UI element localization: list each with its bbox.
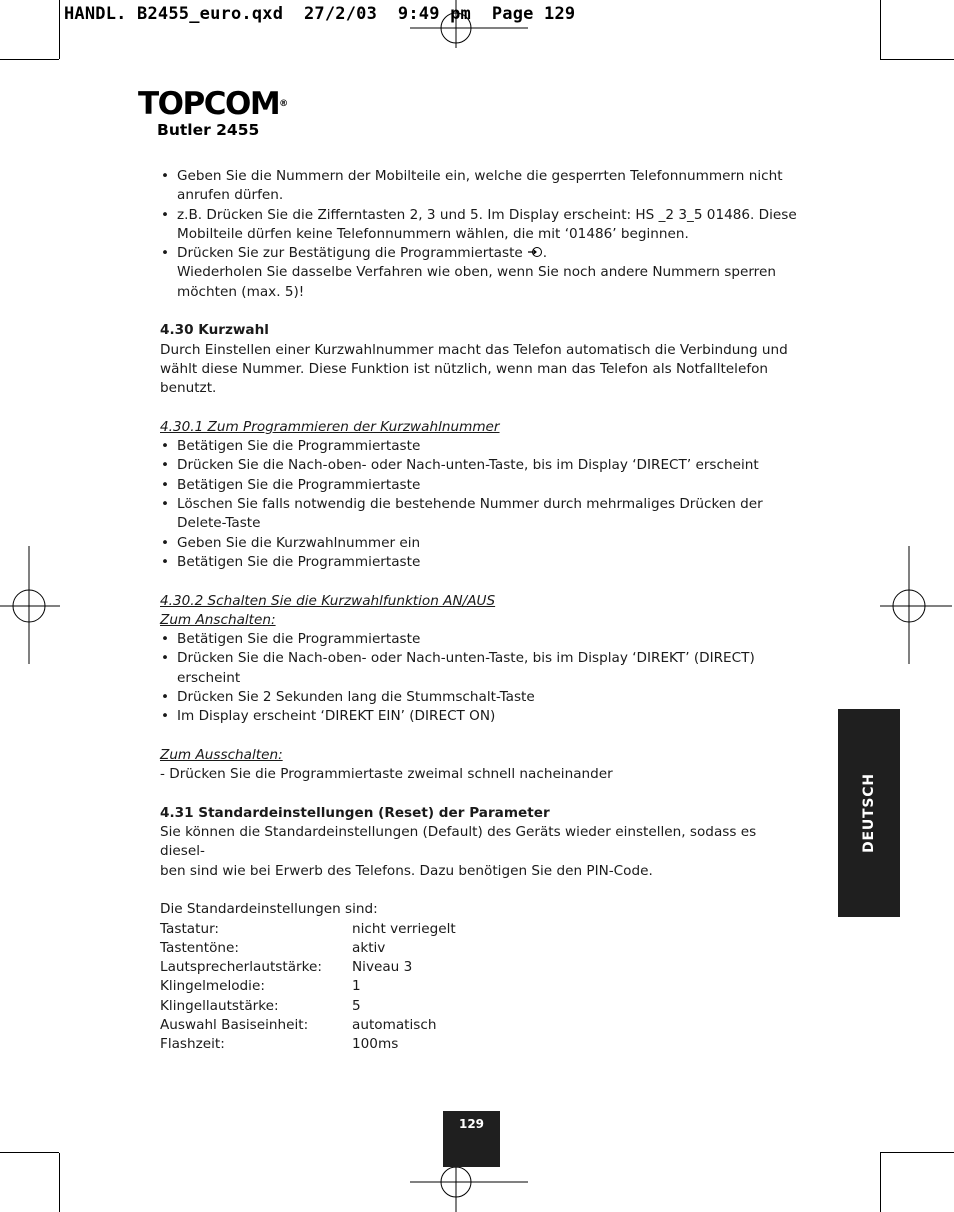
defaults-table — [160, 920, 800, 1055]
defaults-key: Flashzeit: — [160, 1036, 225, 1053]
crop-mark — [880, 0, 881, 59]
print-slug-line: HANDL. B2455_euro.qxd 27/2/03 9:49 pm Page 129 — [64, 4, 576, 24]
list-item: • Geben Sie die Nummern der Mobilteile ein, welche die gesperrten Telefonnummern nicht anrufen dürfen. — [160, 167, 800, 206]
crop-mark — [59, 0, 60, 59]
defaults-value: aktiv — [352, 939, 386, 956]
defaults-key: Klingelmelodie: — [160, 978, 265, 995]
defaults-key: Tastentöne: — [160, 939, 239, 956]
crop-mark — [880, 1153, 881, 1212]
language-label: DEUTSCH — [861, 773, 877, 853]
crop-mark — [59, 1153, 60, 1212]
turn-on-heading: Zum Anschalten: — [160, 611, 276, 628]
page-number: 129 — [458, 1117, 485, 1131]
list-item: • Im Display erscheint ‘DIREKT EIN’ (DIRECT ON) — [160, 707, 800, 726]
body-line: ben sind wie bei Erwerb des Telefons. Dazu benötigen Sie den PIN-Code. — [160, 862, 653, 879]
main-content — [160, 167, 800, 1055]
list-item: • Betätigen Sie die Programmiertaste — [160, 630, 800, 649]
program-key-icon — [527, 246, 543, 258]
crop-mark — [880, 1152, 954, 1153]
registration-mark-bottom — [410, 1160, 530, 1212]
defaults-value: nicht verriegelt — [352, 920, 456, 937]
list-item — [160, 244, 800, 302]
turn-off-heading: Zum Ausschalten: — [160, 746, 283, 763]
list-item-text: Drücken Sie zur Bestätigung die Programmiertaste — [177, 245, 523, 262]
subsection-heading-4-30-2: 4.30.2 Schalten Sie die Kurzwahlfunktion AN/AUS — [160, 592, 496, 609]
registration-mark-left — [0, 546, 62, 666]
defaults-intro: Die Standardeinstellungen sind: — [160, 901, 378, 918]
registration-mark-top — [410, 0, 530, 50]
defaults-value: 5 — [352, 997, 361, 1014]
crop-mark — [0, 1152, 59, 1153]
list-item-continuation: Wiederholen Sie dasselbe Verfahren wie oben, wenn Sie noch andere Nummern sperren möchten (max. 5)! — [177, 264, 776, 300]
crop-mark — [0, 59, 59, 60]
list-item: • Betätigen Sie die Programmiertaste — [160, 437, 800, 456]
subsection-heading-4-30-1: 4.30.1 Zum Programmieren der Kurzwahlnummer — [160, 418, 500, 435]
page-number-box — [443, 1111, 500, 1167]
defaults-key: Tastatur: — [160, 920, 220, 937]
logo-text: TOPCOM — [138, 86, 280, 122]
defaults-value: 1 — [352, 978, 361, 995]
list-item: • Löschen Sie falls notwendig die bestehende Nummer durch mehrmaliges Drücken der Delete-Taste — [160, 495, 800, 534]
list-item: • Betätigen Sie die Programmiertaste — [160, 476, 800, 495]
list-item: • Drücken Sie die Nach-oben- oder Nach-unten-Taste, bis im Display ‘DIRECT’ erscheint — [160, 456, 800, 475]
intro-bullet-list — [160, 167, 800, 302]
bullet-list-turn-on — [160, 630, 800, 726]
section-body-4-30: Durch Einstellen einer Kurzwahlnummer macht das Telefon automatisch die Verbindung und wählt diese Nummer. Diese Funktion ist nützlich, wenn man das Telefon als Notfalltelefon benutzt. — [160, 341, 788, 397]
defaults-value: Niveau 3 — [352, 959, 413, 976]
defaults-key: Auswahl Basiseinheit: — [160, 1017, 309, 1034]
defaults-value: 100ms — [352, 1036, 399, 1053]
section-heading-4-30: 4.30 Kurzwahl — [160, 322, 269, 339]
defaults-value: automatisch — [352, 1017, 437, 1034]
registration-mark-right — [880, 546, 954, 666]
topcom-logo — [138, 88, 288, 120]
bullet-list-4-30-1 — [160, 437, 800, 572]
turn-off-instruction: - Drücken Sie die Programmiertaste zweimal schnell nacheinander — [160, 766, 613, 783]
defaults-key: Klingellautstärke: — [160, 997, 279, 1014]
list-item-text: . — [542, 245, 548, 262]
model-name: Butler 2455 — [157, 121, 260, 139]
defaults-key: Lautsprecherlautstärke: — [160, 959, 322, 976]
language-side-tab — [838, 709, 900, 917]
registered-mark-icon: ® — [279, 99, 289, 109]
crop-mark — [880, 59, 954, 60]
list-item: • Geben Sie die Kurzwahlnummer ein — [160, 534, 800, 553]
body-line: Sie können die Standardeinstellungen (Default) des Geräts wieder einstellen, sodass es diesel- — [160, 824, 757, 860]
list-item: • Betätigen Sie die Programmiertaste — [160, 553, 800, 572]
list-item: • z.B. Drücken Sie die Zifferntasten 2, 3 und 5. Im Display erscheint: HS _2 3_5 01486. Diese Mobilteile dürfen keine Telefonnummern wählen, die mit ‘01486’ beginnen. — [160, 206, 800, 245]
section-heading-4-31: 4.31 Standardeinstellungen (Reset) der Parameter — [160, 804, 550, 821]
list-item: • Drücken Sie 2 Sekunden lang die Stummschalt-Taste — [160, 688, 800, 707]
section-body-4-31 — [160, 823, 800, 881]
list-item: • Drücken Sie die Nach-oben- oder Nach-unten-Taste, bis im Display ‘DIREKT’ (DIRECT) erscheint — [160, 649, 800, 688]
